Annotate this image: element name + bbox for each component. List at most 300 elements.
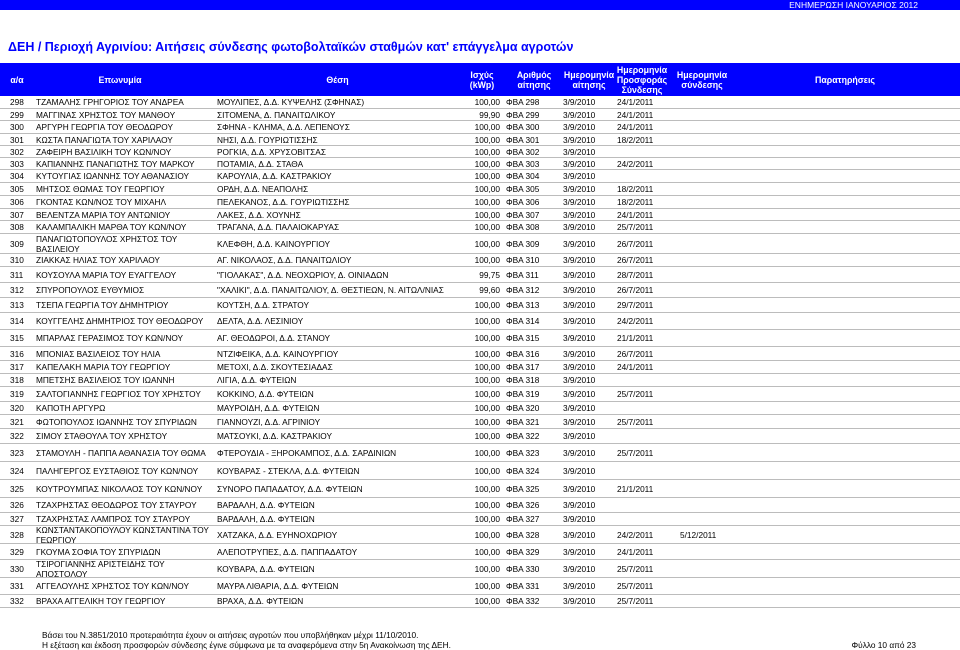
- cell-conn: [680, 209, 730, 220]
- cell-offer: 25/7/2011: [617, 596, 654, 606]
- cell-place: ΒΑΡΔΑΛΗ, Δ.Δ. ΦΥΤΕΙΩΝ: [217, 500, 315, 510]
- cell-aa: 324: [10, 465, 24, 476]
- cell-conn: [680, 267, 730, 282]
- cell-date: 3/9/2010: [563, 362, 596, 372]
- cell-aa: 315: [10, 333, 24, 343]
- cell-offer: 26/7/2011: [617, 255, 654, 265]
- cell-conn: [680, 298, 730, 312]
- cell-kwp: 100,00: [474, 171, 500, 181]
- cell-num: ΦΒΑ 306: [506, 197, 540, 207]
- cell-name: ΚΑΠΟΤΗ ΑΡΓΥΡΩ: [36, 403, 106, 413]
- cell-offer: 21/1/2011: [617, 483, 654, 494]
- cell-num: ΦΒΑ 316: [506, 348, 540, 359]
- cell-num: ΦΒΑ 327: [506, 514, 540, 524]
- cell-name: ΠΑΝΑΓΙΩΤΟΠΟΥΛΟΣ ΧΡΗΣΤΟΣ ΤΟΥ ΒΑΣΙΛΕΙΟΥ: [36, 234, 178, 253]
- cell-notes: [740, 347, 950, 360]
- cell-place: ΠΟΤΑΜΙΑ, Δ.Δ. ΣΤΑΘΑ: [217, 158, 304, 169]
- cell-offer: 25/7/2011: [617, 416, 654, 427]
- cell-name: ΓΚΟΥΜΑ ΣΟΦΙΑ ΤΟΥ ΣΠΥΡΙΔΩΝ: [36, 546, 161, 557]
- table-row: [0, 374, 960, 387]
- cell-place: ΤΡΑΓΑΝΑ, Δ.Δ. ΠΑΛΑΙΟΚΑΡΥΑΣ: [217, 222, 340, 232]
- cell-kwp: 100,00: [474, 348, 500, 359]
- cell-offer: [617, 146, 665, 157]
- cell-num: ΦΒΑ 318: [506, 375, 540, 385]
- cell-notes: [740, 121, 950, 133]
- col-header-conn: Ημερομηνία σύνδεσης: [676, 69, 728, 90]
- cell-offer: [617, 170, 665, 182]
- table-row: [0, 415, 960, 429]
- cell-notes: [740, 158, 950, 169]
- cell-conn: [680, 283, 730, 297]
- cell-num: ΦΒΑ 328: [506, 529, 540, 540]
- cell-num: ΦΒΑ 331: [506, 581, 540, 591]
- cell-conn: [680, 158, 730, 169]
- cell-notes: [740, 444, 950, 461]
- cell-aa: 304: [10, 171, 24, 181]
- cell-num: ΦΒΑ 300: [506, 122, 540, 132]
- cell-offer: 25/7/2011: [617, 563, 654, 574]
- cell-name: ΚΑΛΑΜΠΑΛΙΚΗ ΜΑΡΘΑ ΤΟΥ ΚΩΝ/ΝΟΥ: [36, 222, 187, 232]
- cell-kwp: 100,00: [474, 581, 500, 591]
- table-row: [0, 444, 960, 462]
- cell-name: ΣΠΥΡΟΠΟΥΛΟΣ ΕΥΘΥΜΙΟΣ: [36, 285, 145, 295]
- cell-offer: 28/7/2011: [617, 269, 654, 280]
- cell-num: ΦΒΑ 319: [506, 389, 540, 399]
- cell-offer: [617, 498, 665, 512]
- cell-offer: [617, 462, 665, 479]
- cell-date: 3/9/2010: [563, 184, 596, 194]
- cell-notes: [740, 221, 950, 233]
- table-row: [0, 170, 960, 183]
- table-row: [0, 267, 960, 283]
- cell-notes: [740, 374, 950, 386]
- cell-notes: [740, 183, 950, 195]
- cell-place: ΣΦΗΝΑ - ΚΛΗΜΑ, Δ.Δ. ΛΕΠΕΝΟΥΣ: [217, 122, 350, 132]
- cell-num: ΦΒΑ 302: [506, 146, 540, 157]
- cell-offer: 29/7/2011: [617, 300, 654, 310]
- cell-aa: 310: [10, 255, 24, 265]
- table-row: [0, 480, 960, 498]
- cell-conn: [680, 121, 730, 133]
- cell-place: "ΓΙΟΛΑΚΑΣ", Δ.Δ. ΝΕΟΧΩΡΙΟΥ, Δ. ΟΙΝΙΑΔΩΝ: [217, 269, 389, 280]
- cell-num: ΦΒΑ 325: [506, 483, 540, 494]
- cell-offer: 24/2/2011: [617, 529, 654, 540]
- cell-notes: [740, 513, 950, 525]
- col-header-place: Θέση: [326, 74, 349, 85]
- col-header-aa: α/α: [10, 74, 24, 85]
- cell-place: ΜΟΥΛΙΠΕΣ, Δ.Δ. ΚΥΨΕΛΗΣ (ΣΦΗΝΑΣ): [217, 97, 365, 107]
- cell-notes: [740, 283, 950, 297]
- cell-place: "ΧΑΛΙΚΙ", Δ.Δ. ΠΑΝΑΙΤΩΛΙΟΥ, Δ. ΘΕΣΤΙΕΩΝ, Ν. ΑΙΤΩΛ/ΝΙΑΣ: [217, 285, 444, 295]
- cell-date: 3/9/2010: [563, 389, 596, 399]
- cell-conn: [680, 109, 730, 120]
- cell-place: ΚΟΥΒΑΡΑ, Δ.Δ. ΦΥΤΕΙΩΝ: [217, 563, 315, 574]
- cell-name: ΖΙΑΚΚΑΣ ΗΛΙΑΣ ΤΟΥ ΧΑΡΙΛΑΟΥ: [36, 255, 160, 265]
- cell-conn: [680, 96, 730, 108]
- cell-aa: 326: [10, 500, 24, 510]
- cell-aa: 321: [10, 416, 24, 427]
- cell-aa: 327: [10, 514, 24, 524]
- cell-date: 3/9/2010: [563, 300, 596, 310]
- cell-name: ΜΗΤΣΟΣ ΘΩΜΑΣ ΤΟΥ ΓΕΩΡΓΙΟΥ: [36, 184, 165, 194]
- table-row: [0, 209, 960, 221]
- cell-conn: [680, 544, 730, 559]
- cell-place: ΚΟΚΚΙΝΟ, Δ.Δ. ΦΥΤΕΙΩΝ: [217, 389, 314, 399]
- cell-date: 3/9/2010: [563, 197, 596, 207]
- cell-conn: [680, 221, 730, 233]
- cell-aa: 317: [10, 362, 24, 372]
- table-row: [0, 254, 960, 267]
- cell-place: ΦΤΕΡΟΥΔΙΑ - ΞΗΡΟΚΑΜΠΟΣ, Δ.Δ. ΣΑΡΔΙΝΙΩΝ: [217, 447, 397, 458]
- cell-num: ΦΒΑ 303: [506, 158, 540, 169]
- cell-name: ΚΟΥΓΓΕΛΗΣ ΔΗΜΗΤΡΙΟΣ ΤΟΥ ΘΕΟΔΩΡΟΥ: [36, 316, 204, 326]
- cell-name: ΤΖΑΜΑΛΗΣ ΓΡΗΓΟΡΙΟΣ ΤΟΥ ΑΝΔΡΕΑ: [36, 97, 184, 107]
- table-row: [0, 544, 960, 560]
- cell-name: ΜΠΑΡΛΑΣ ΓΕΡΑΣΙΜΟΣ ΤΟΥ ΚΩΝ/ΝΟΥ: [36, 333, 184, 343]
- table-row: [0, 158, 960, 170]
- cell-conn: [680, 146, 730, 157]
- table-row: [0, 387, 960, 402]
- cell-offer: 18/2/2011: [617, 184, 654, 194]
- cell-aa: 316: [10, 348, 24, 359]
- cell-name: ΦΩΤΟΠΟΥΛΟΣ ΙΩΑΝΝΗΣ ΤΟΥ ΣΠΥΡΙΔΩΝ: [36, 416, 197, 427]
- cell-aa: 299: [10, 109, 24, 120]
- cell-place: ΟΡΔΗ, Δ.Δ. ΝΕΑΠΟΛΗΣ: [217, 184, 309, 194]
- cell-date: 3/9/2010: [563, 483, 596, 494]
- cell-num: ΦΒΑ 330: [506, 563, 540, 574]
- cell-place: ΛΑΚΕΣ, Δ.Δ. ΧΟΥΝΗΣ: [217, 209, 301, 220]
- cell-place: ΠΕΛΕΚΑΝΟΣ, Δ.Δ. ΓΟΥΡΙΩΤΙΣΣΗΣ: [217, 197, 350, 207]
- cell-notes: [740, 330, 950, 346]
- cell-conn: [680, 361, 730, 373]
- cell-kwp: 100,00: [474, 465, 500, 476]
- cell-kwp: 100,00: [474, 300, 500, 310]
- cell-aa: 328: [10, 529, 24, 540]
- cell-date: 3/9/2010: [563, 563, 596, 574]
- cell-kwp: 100,00: [474, 222, 500, 232]
- cell-aa: 330: [10, 563, 24, 574]
- cell-conn: [680, 183, 730, 195]
- cell-kwp: 100,00: [474, 333, 500, 343]
- cell-kwp: 100,00: [474, 514, 500, 524]
- cell-num: ΦΒΑ 313: [506, 300, 540, 310]
- cell-kwp: 100,00: [474, 529, 500, 540]
- cell-kwp: 100,00: [474, 362, 500, 372]
- cell-num: ΦΒΑ 304: [506, 171, 540, 181]
- cell-place: ΡΟΓΚΙΑ, Δ.Δ. ΧΡΥΣΟΒΙΤΣΑΣ: [217, 146, 326, 157]
- cell-date: 3/9/2010: [563, 500, 596, 510]
- cell-conn: [680, 347, 730, 360]
- cell-kwp: 100,00: [474, 403, 500, 413]
- cell-conn: [680, 330, 730, 346]
- cell-aa: 312: [10, 285, 24, 295]
- cell-place: ΣΥΝΟΡΟ ΠΑΠΑΔΑΤΟΥ, Δ.Δ. ΦΥΤΕΙΩΝ: [217, 483, 363, 494]
- cell-notes: [740, 209, 950, 220]
- cell-kwp: 100,00: [474, 563, 500, 574]
- cell-name: ΤΣΕΠΑ ΓΕΩΡΓΙΑ ΤΟΥ ΔΗΜΗΤΡΙΟΥ: [36, 300, 169, 310]
- cell-conn: [680, 513, 730, 525]
- cell-num: ΦΒΑ 315: [506, 333, 540, 343]
- table-row: [0, 109, 960, 121]
- cell-date: 3/9/2010: [563, 97, 596, 107]
- col-header-notes: Παρατηρήσεις: [815, 74, 875, 85]
- cell-notes: [740, 146, 950, 157]
- cell-aa: 298: [10, 97, 24, 107]
- cell-num: ΦΒΑ 320: [506, 403, 540, 413]
- cell-aa: 302: [10, 146, 24, 157]
- cell-notes: [740, 544, 950, 559]
- cell-kwp: 100,00: [474, 389, 500, 399]
- cell-aa: 322: [10, 431, 24, 441]
- cell-name: ΚΟΥΣΟΥΛΑ ΜΑΡΙΑ ΤΟΥ ΕΥΑΓΓΕΛΟΥ: [36, 269, 177, 280]
- cell-place: ΝΗΣΙ, Δ.Δ. ΓΟΥΡΙΩΤΙΣΣΗΣ: [217, 134, 318, 145]
- col-header-kwp: Ισχύς (kWp): [469, 69, 495, 90]
- cell-date: 3/9/2010: [563, 403, 596, 413]
- table-row: [0, 146, 960, 158]
- cell-name: ΣΙΜΟΥ ΣΤΑΘΟΥΛΑ ΤΟΥ ΧΡΗΣΤΟΥ: [36, 431, 168, 441]
- cell-notes: [740, 560, 950, 577]
- cell-name: ΚΩΣΤΑ ΠΑΝΑΓΙΩΤΑ ΤΟΥ ΧΑΡΙΛΑΟΥ: [36, 134, 173, 145]
- cell-num: ΦΒΑ 332: [506, 596, 540, 606]
- cell-offer: [617, 374, 665, 386]
- cell-conn: [680, 415, 730, 428]
- cell-num: ΦΒΑ 299: [506, 109, 540, 120]
- cell-kwp: 100,00: [474, 596, 500, 606]
- cell-notes: [740, 402, 950, 414]
- cell-offer: 24/1/2011: [617, 546, 654, 557]
- cell-conn: [680, 402, 730, 414]
- cell-date: 3/9/2010: [563, 348, 596, 359]
- cell-place: ΔΕΛΤΑ, Δ.Δ. ΛΕΣΙΝΙΟΥ: [217, 316, 304, 326]
- table-row: [0, 462, 960, 480]
- cell-kwp: 100,00: [474, 97, 500, 107]
- cell-date: 3/9/2010: [563, 514, 596, 524]
- cell-offer: 24/1/2011: [617, 109, 654, 120]
- cell-offer: 18/2/2011: [617, 134, 654, 145]
- cell-notes: [740, 595, 950, 607]
- cell-place: ΑΛΕΠΟΤΡΥΠΕΣ, Δ.Δ. ΠΑΠΠΑΔΑΤΟΥ: [217, 546, 358, 557]
- cell-offer: 25/7/2011: [617, 581, 654, 591]
- cell-conn: [680, 374, 730, 386]
- cell-offer: 24/1/2011: [617, 122, 654, 132]
- cell-aa: 308: [10, 222, 24, 232]
- cell-aa: 313: [10, 300, 24, 310]
- cell-date: 3/9/2010: [563, 333, 596, 343]
- cell-offer: 21/1/2011: [617, 333, 654, 343]
- cell-aa: 307: [10, 209, 24, 220]
- cell-place: ΧΑΤΖΑΚΑ, Δ.Δ. ΕΥΗΝΟΧΩΡΙΟΥ: [217, 529, 338, 540]
- cell-aa: 311: [10, 269, 24, 280]
- table-row: [0, 121, 960, 134]
- cell-num: ΦΒΑ 305: [506, 184, 540, 194]
- cell-date: 3/9/2010: [563, 158, 596, 169]
- cell-date: 3/9/2010: [563, 529, 596, 540]
- cell-name: ΚΩΝΣΤΑΝΤΑΚΟΠΟΥΛΟΥ ΚΩΝΣΤΑΝΤΙΝΑ ΤΟΥ ΓΕΩΡΓΙΟΥ: [36, 526, 209, 543]
- cell-notes: [740, 267, 950, 282]
- cell-kwp: 100,00: [474, 158, 500, 169]
- cell-offer: [617, 513, 665, 525]
- table-row: [0, 96, 960, 109]
- cell-num: ΦΒΑ 323: [506, 447, 540, 458]
- cell-notes: [740, 234, 950, 253]
- cell-kwp: 100,00: [474, 146, 500, 157]
- cell-aa: 323: [10, 447, 24, 458]
- cell-date: 3/9/2010: [563, 146, 596, 157]
- cell-date: 3/9/2010: [563, 431, 596, 441]
- cell-aa: 301: [10, 134, 24, 145]
- cell-aa: 325: [10, 483, 24, 494]
- cell-kwp: 100,00: [474, 500, 500, 510]
- page-title: ΔΕΗ / Περιοχή Αγρινίου: Αιτήσεις σύνδεσης φωτοβολταϊκών σταθμών κατ' επάγγελμα αγροτών: [8, 40, 574, 54]
- cell-date: 3/9/2010: [563, 316, 596, 326]
- cell-date: 3/9/2010: [563, 134, 596, 145]
- cell-notes: [740, 254, 950, 266]
- cell-notes: [740, 462, 950, 479]
- cell-conn: [680, 560, 730, 577]
- cell-date: 3/9/2010: [563, 122, 596, 132]
- cell-kwp: 100,00: [474, 255, 500, 265]
- cell-place: ΜΕΤΟΧΙ, Δ.Δ. ΣΚΟΥΤΕΣΙΑΔΑΣ: [217, 362, 333, 372]
- cell-conn: [680, 578, 730, 594]
- cell-notes: [740, 313, 950, 329]
- cell-num: ΦΒΑ 312: [506, 285, 540, 295]
- col-header-num: Αριθμός αίτησης: [516, 69, 552, 90]
- table-row: [0, 196, 960, 209]
- cell-date: 3/9/2010: [563, 465, 596, 476]
- cell-kwp: 100,00: [474, 431, 500, 441]
- cell-name: ΓΚΟΝΤΑΣ ΚΩΝ/ΝΟΣ ΤΟΥ ΜΙΧΑΗΛ: [36, 197, 167, 207]
- cell-num: ΦΒΑ 329: [506, 546, 540, 557]
- footer-note-2: Η εξέταση και έκδοση προσφορών σύνδεσης έγινε σύμφωνα με τα αναφερόμενα στην 5η Ανακοίνωση της ΔΕΗ.: [42, 640, 451, 650]
- cell-kwp: 99,90: [479, 109, 500, 120]
- cell-conn: [680, 387, 730, 401]
- cell-aa: 305: [10, 184, 24, 194]
- cell-num: ΦΒΑ 310: [506, 255, 540, 265]
- col-header-name: Επωνυμία: [98, 74, 142, 85]
- cell-notes: [740, 170, 950, 182]
- table-row: [0, 183, 960, 196]
- cell-conn: [680, 444, 730, 461]
- cell-kwp: 100,00: [474, 483, 500, 494]
- cell-kwp: 100,00: [474, 134, 500, 145]
- cell-place: ΒΑΡΔΑΛΗ, Δ.Δ. ΦΥΤΕΙΩΝ: [217, 514, 315, 524]
- cell-date: 3/9/2010: [563, 109, 596, 120]
- cell-kwp: 100,00: [474, 546, 500, 557]
- cell-offer: 25/7/2011: [617, 447, 654, 458]
- cell-offer: 25/7/2011: [617, 389, 654, 399]
- table-row: [0, 313, 960, 330]
- cell-notes: [740, 578, 950, 594]
- cell-notes: [740, 96, 950, 108]
- footer-notes: [42, 630, 451, 650]
- cell-date: 3/9/2010: [563, 171, 596, 181]
- cell-place: ΚΟΥΤΣΗ, Δ.Δ. ΣΤΡΑΤΟΥ: [217, 300, 310, 310]
- table-row: [0, 361, 960, 374]
- cell-conn: [680, 595, 730, 607]
- cell-offer: 24/1/2011: [617, 209, 654, 220]
- table-row: [0, 595, 960, 608]
- cell-conn: [680, 429, 730, 443]
- cell-conn: [680, 234, 730, 253]
- cell-offer: [617, 429, 665, 443]
- cell-num: ΦΒΑ 298: [506, 97, 540, 107]
- footer-note-1: Βάσει του Ν.3851/2010 προτεραιότητα έχουν οι αιτήσεις αγροτών που υποβλήθηκαν μέχρι 11/10/2010.: [42, 630, 419, 640]
- cell-notes: [740, 429, 950, 443]
- cell-kwp: 100,00: [474, 316, 500, 326]
- cell-date: 3/9/2010: [563, 416, 596, 427]
- cell-name: ΜΠΟΝΙΑΣ ΒΑΣΙΛΕΙΟΣ ΤΟΥ ΗΛΙΑ: [36, 348, 161, 359]
- cell-num: ΦΒΑ 308: [506, 222, 540, 232]
- cell-notes: [740, 361, 950, 373]
- cell-offer: 25/7/2011: [617, 222, 654, 232]
- col-header-offer: Ημερομηνία Προσφοράς Σύνδεσης: [616, 64, 668, 95]
- cell-offer: [617, 402, 665, 414]
- cell-num: ΦΒΑ 321: [506, 416, 540, 427]
- cell-place: ΜΑΤΣΟΥΚΙ, Δ.Δ. ΚΑΣΤΡΑΚΙΟΥ: [217, 431, 333, 441]
- cell-kwp: 99,75: [479, 269, 500, 280]
- table-row: [0, 560, 960, 578]
- cell-notes: [740, 480, 950, 497]
- cell-place: ΜΑΥΡΟΙΔΗ, Δ.Δ. ΦΥΤΕΙΩΝ: [217, 403, 320, 413]
- cell-date: 3/9/2010: [563, 238, 596, 249]
- cell-notes: [740, 498, 950, 512]
- cell-place: ΚΛΕΦΘΗ, Δ.Δ. ΚΑΙΝΟΥΡΓΙΟΥ: [217, 238, 331, 249]
- cell-num: ΦΒΑ 307: [506, 209, 540, 220]
- cell-aa: 332: [10, 596, 24, 606]
- cell-aa: 331: [10, 581, 24, 591]
- cell-name: ΒΡΑΧΑ ΑΓΓΕΛΙΚΗ ΤΟΥ ΓΕΩΡΓΙΟΥ: [36, 596, 166, 606]
- cell-notes: [740, 298, 950, 312]
- cell-date: 3/9/2010: [563, 222, 596, 232]
- cell-place: ΚΑΡΟΥΛΙΑ, Δ.Δ. ΚΑΣΤΡΑΚΙΟΥ: [217, 171, 332, 181]
- cell-kwp: 100,00: [474, 197, 500, 207]
- cell-notes: [740, 415, 950, 428]
- cell-conn: [680, 170, 730, 182]
- cell-aa: 314: [10, 316, 24, 326]
- cell-num: ΦΒΑ 322: [506, 431, 540, 441]
- cell-kwp: 100,00: [474, 122, 500, 132]
- cell-place: ΑΓ. ΘΕΟΔΩΡΟΙ, Δ.Δ. ΣΤΑΝΟΥ: [217, 333, 331, 343]
- cell-num: ΦΒΑ 311: [506, 269, 539, 280]
- cell-name: ΒΕΛΕΝΤΖΑ ΜΑΡΙΑ ΤΟΥ ΑΝΤΩΝΙΟΥ: [36, 209, 171, 220]
- cell-notes: [740, 387, 950, 401]
- cell-aa: 300: [10, 122, 24, 132]
- cell-place: ΣΙΤΟΜΕΝΑ, Δ. ΠΑΝΑΙΤΩΛΙΚΟΥ: [217, 109, 336, 120]
- table-row: [0, 513, 960, 526]
- cell-offer: 26/7/2011: [617, 285, 654, 295]
- cell-num: ΦΒΑ 301: [506, 134, 540, 145]
- cell-num: ΦΒΑ 317: [506, 362, 540, 372]
- table-row: [0, 221, 960, 234]
- cell-place: ΚΟΥΒΑΡΑΣ - ΣΤΕΚΛΑ, Δ.Δ. ΦΥΤΕΙΩΝ: [217, 465, 360, 476]
- cell-conn: [680, 480, 730, 497]
- cell-place: ΜΑΥΡΑ ΛΙΘΑΡΙΑ, Δ.Δ. ΦΥΤΕΙΩΝ: [217, 581, 339, 591]
- cell-offer: 18/2/2011: [617, 197, 654, 207]
- cell-date: 3/9/2010: [563, 581, 596, 591]
- cell-name: ΑΓΓΕΛΟΥΛΗΣ ΧΡΗΣΤΟΣ ΤΟΥ ΚΩΝ/ΝΟΥ: [36, 581, 190, 591]
- cell-conn: [680, 498, 730, 512]
- cell-aa: 309: [10, 238, 24, 249]
- cell-name: ΚΑΠΕΛΑΚΗ ΜΑΡΙΑ ΤΟΥ ΓΕΩΡΓΙΟΥ: [36, 362, 171, 372]
- cell-aa: 306: [10, 197, 24, 207]
- table-row: [0, 429, 960, 444]
- cell-kwp: 100,00: [474, 447, 500, 458]
- table-row: [0, 526, 960, 544]
- table-row: [0, 330, 960, 347]
- cell-date: 3/9/2010: [563, 375, 596, 385]
- cell-date: 3/9/2010: [563, 209, 596, 220]
- cell-aa: 303: [10, 158, 24, 169]
